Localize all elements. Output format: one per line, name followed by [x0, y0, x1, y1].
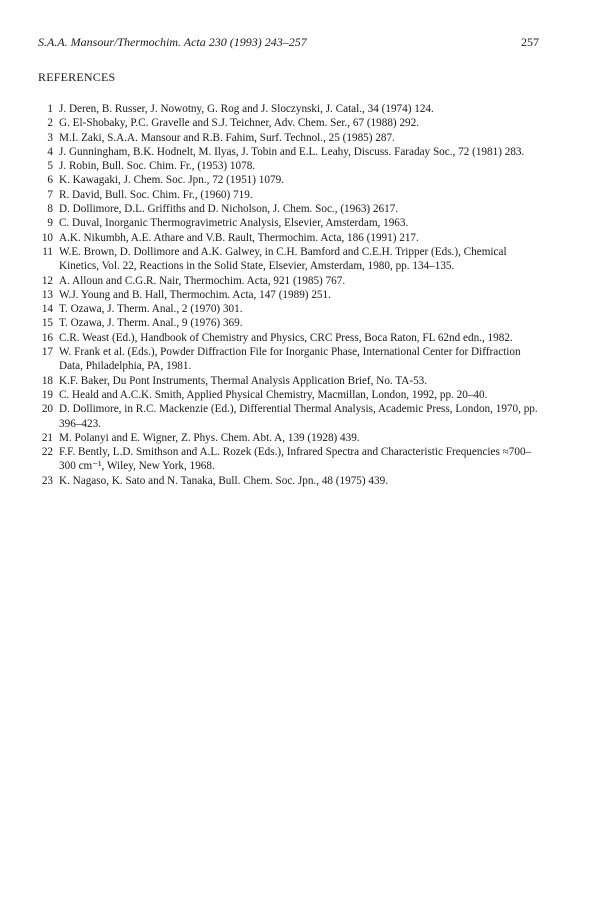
reference-number: 21	[41, 431, 53, 444]
reference-text: W. Frank et al. (Eds.), Powder Diffraction File for Inorganic Phase, International Center for Diffraction Data, Philadelphia, PA, 1981.	[59, 346, 521, 373]
reference-number: 23	[41, 474, 53, 487]
running-head: S.A.A. Mansour/Thermochim. Acta 230 (1993) 243–257	[38, 35, 307, 49]
reference-item	[38, 345, 540, 374]
reference-text: K. Kawagaki, J. Chem. Soc. Jpn., 72 (1951) 1079.	[59, 174, 284, 187]
reference-text: R. David, Bull. Soc. Chim. Fr., (1960) 719.	[59, 188, 253, 201]
reference-text: M. Polanyi and E. Wigner, Z. Phys. Chem. Abt. A, 139 (1928) 439.	[59, 431, 360, 444]
reference-number: 18	[41, 374, 53, 387]
reference-text: J. Deren, B. Russer, J. Nowotny, G. Rog and J. Sloczynski, J. Catal., 34 (1974) 124.	[59, 103, 434, 115]
reference-number: 15	[41, 317, 53, 330]
page-number: 257	[521, 35, 539, 49]
reference-item	[38, 402, 540, 431]
reference-item	[38, 302, 540, 316]
reference-text: D. Dollimore, D.L. Griffiths and D. Nicholson, J. Chem. Soc., (1963) 2617.	[59, 203, 399, 216]
reference-number: 5	[47, 160, 53, 173]
reference-number: 19	[41, 388, 53, 401]
reference-text: G. El-Shobaky, P.C. Gravelle and S.J. Teichner, Adv. Chem. Ser., 67 (1988) 292.	[59, 117, 420, 130]
reference-item	[38, 388, 540, 402]
reference-text: C. Heald and A.C.K. Smith, Applied Physical Chemistry, Macmillan, London, 1992, pp. 20–40.	[59, 388, 488, 401]
reference-text: T. Ozawa, J. Therm. Anal., 9 (1976) 369.	[59, 317, 243, 330]
reference-number: 17	[41, 346, 53, 359]
reference-item	[38, 288, 540, 302]
reference-text: C.R. Weast (Ed.), Handbook of Chemistry and Physics, CRC Press, Boca Raton, FL 62nd edn., 1982.	[59, 331, 513, 344]
reference-number: 3	[47, 131, 53, 144]
reference-text: J. Robin, Bull. Soc. Chim. Fr., (1953) 1078.	[59, 160, 256, 173]
reference-text: K. Nagaso, K. Sato and N. Tanaka, Bull. Chem. Soc. Jpn., 48 (1975) 439.	[59, 474, 389, 487]
reference-item	[38, 173, 540, 187]
reference-text: F.F. Bently, L.D. Smithson and A.L. Rozek (Eds.), Infrared Spectra and Characteristic Frequencies ≈700–300 cm⁻¹, Wiley, New York, 1968.	[59, 446, 532, 473]
reference-item	[38, 445, 540, 474]
reference-item	[38, 231, 540, 245]
reference-item	[38, 188, 540, 202]
reference-text: W.J. Young and B. Hall, Thermochim. Acta, 147 (1989) 251.	[59, 288, 331, 301]
reference-item	[38, 159, 540, 173]
reference-item	[38, 102, 540, 116]
reference-number: 2	[47, 117, 53, 130]
reference-text: A. Alloun and C.G.R. Nair, Thermochim. Acta, 921 (1985) 767.	[59, 274, 346, 287]
reference-number: 12	[41, 274, 53, 287]
reference-number: 9	[47, 217, 53, 230]
reference-item	[38, 216, 540, 230]
reference-item	[38, 274, 540, 288]
reference-text: M.I. Zaki, S.A.A. Mansour and R.B. Fahim, Surf. Technol., 25 (1985) 287.	[59, 131, 395, 144]
reference-number: 14	[41, 303, 53, 316]
reference-item	[38, 131, 540, 145]
reference-number: 22	[41, 446, 53, 459]
reference-item	[38, 431, 540, 445]
reference-text: J. Gunningham, B.K. Hodnelt, M. Ilyas, J. Tobin and E.L. Leahy, Discuss. Faraday Soc., 72 (1981) 283.	[59, 145, 525, 158]
reference-text: K.F. Baker, Du Pont Instruments, Thermal Analysis Application Brief, No. TA-53.	[59, 374, 428, 387]
reference-item	[38, 316, 540, 330]
reference-number: 10	[41, 231, 53, 244]
reference-item	[38, 145, 540, 159]
reference-item	[38, 474, 540, 488]
reference-list	[38, 102, 540, 488]
reference-item	[38, 116, 540, 130]
reference-text: D. Dollimore, in R.C. Mackenzie (Ed.), Differential Thermal Analysis, Academic Press, London, 1970, pp. 396–423.	[59, 403, 538, 430]
reference-number: 1	[47, 103, 53, 115]
reference-text: A.K. Nikumbh, A.E. Athare and V.B. Rault, Thermochim. Acta, 186 (1991) 217.	[59, 231, 419, 244]
page-header	[38, 35, 539, 53]
reference-text: C. Duval, Inorganic Thermogravimetric Analysis, Elsevier, Amsterdam, 1963.	[59, 217, 409, 230]
reference-number: 6	[47, 174, 53, 187]
reference-number: 13	[41, 288, 53, 301]
reference-text: T. Ozawa, J. Therm. Anal., 2 (1970) 301.	[59, 303, 243, 316]
reference-number: 16	[41, 331, 53, 344]
reference-number: 8	[47, 203, 53, 216]
reference-text: W.E. Brown, D. Dollimore and A.K. Galwey, in C.H. Bamford and C.E.H. Tripper (Eds.), Chemical Kinetics, Vol. 22, Reactions in the Solid State, Elsevier, Amsterdam, 1980, pp. 134–135.	[59, 245, 507, 273]
reference-item	[38, 245, 540, 274]
reference-number: 11	[42, 245, 53, 258]
reference-number: 20	[41, 403, 53, 416]
reference-number: 7	[47, 188, 53, 201]
reference-item	[38, 202, 540, 216]
reference-number: 4	[47, 145, 53, 158]
reference-item	[38, 374, 540, 388]
reference-item	[38, 331, 540, 345]
references-heading: REFERENCES	[38, 70, 116, 84]
